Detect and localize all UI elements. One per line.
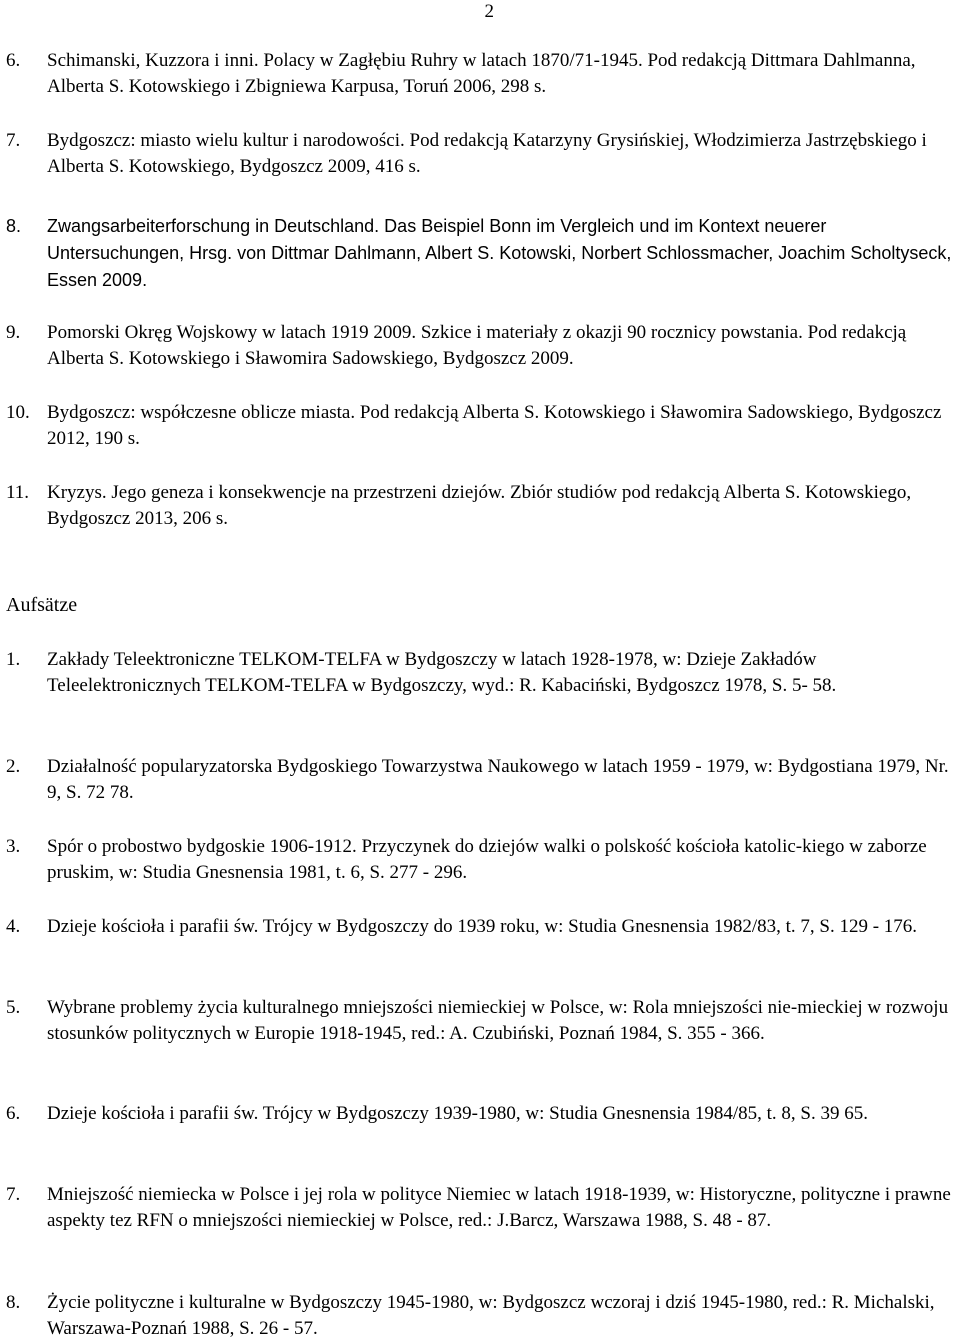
list-item: [6, 48, 956, 100]
list-item-number: 7.: [6, 130, 21, 151]
list-item-number: 3.: [6, 836, 21, 857]
list-item-text: Dzieje kościoła i parafii św. Trójcy w Bydgoszczy 1939-1980, w: Studia Gnesnensia 1984/85, t. 8, S. 39 65.: [47, 1103, 868, 1124]
list-item-text: Bydgoszcz: współczesne oblicze miasta. Pod redakcją Alberta S. Kotowskiego i Sławomira Sadowskiego, Bydgoszcz 2012, 190 s.: [47, 402, 942, 449]
list-item: [6, 128, 956, 180]
section-heading: Aufsätze: [6, 594, 78, 616]
list-item: [6, 834, 956, 886]
list-item-number: 6.: [6, 50, 21, 71]
page-number: 2: [484, 1, 494, 22]
list-item: [6, 480, 956, 532]
list-item-number: 4.: [6, 916, 21, 937]
list-item-number: 8.: [6, 1292, 21, 1313]
list-item: [6, 1182, 956, 1234]
list-item-number: 10.: [6, 402, 30, 423]
list-item-text: Kryzys. Jego geneza i konsekwencje na przestrzeni dziejów. Zbiór studiów pod redakcją Alberta S. Kotowskiego, Bydgoszcz 2013, 206 s.: [47, 482, 912, 529]
list-item: [6, 1290, 956, 1342]
list-item-number: 2.: [6, 756, 21, 777]
list-item-text: Zwangsarbeiterforschung in Deutschland. Das Beispiel Bonn im Vergleich und im Kontext neuerer Untersuchungen, Hrsg. von Dittmar Dahlmann, Albert S. Kotowski, Norbert Schlossmacher, Joachim Scholtyseck, Essen 2009.: [47, 216, 952, 290]
list-item-number: 6.: [6, 1103, 21, 1124]
list-item: [6, 914, 956, 940]
list-item-text: Dzieje kościoła i parafii św. Trójcy w Bydgoszczy do 1939 roku, w: Studia Gnesnensia 1982/83, t. 7, S. 129 - 176.: [47, 916, 918, 937]
list-item: [6, 995, 956, 1047]
list-item-number: 7.: [6, 1184, 21, 1205]
list-item-number: 9.: [6, 322, 21, 343]
list-item-text: Życie polityczne i kulturalne w Bydgoszczy 1945-1980, w: Bydgoszcz wczoraj i dziś 1945-1980, red.: R. Michalski, Warszawa-Poznań 1988, S. 26 - 57.: [47, 1292, 935, 1339]
list-item: [6, 400, 956, 452]
list-item-text: Wybrane problemy życia kulturalnego mniejszości niemieckiej w Polsce, w: Rola mniejszości nie-mieckiej w rozwoju stosunków politycznych w Europie 1918-1945, red.: A. Czubiński, Poznań 1984, S. 355 - 366.: [47, 997, 949, 1044]
list-item-text: Schimanski, Kuzzora i inni. Polacy w Zagłębiu Ruhry w latach 1870/71-1945. Pod redakcją Dittmara Dahlmanna, Alberta S. Kotowskiego i Zbigniewa Karpusa, Toruń 2006, 298 s.: [47, 50, 916, 97]
list-item: [6, 320, 956, 372]
list-item-text: Działalność popularyzatorska Bydgoskiego Towarzystwa Naukowego w latach 1959 - 1979, w: Bydgostiana 1979, Nr. 9, S. 72 78.: [47, 756, 949, 803]
list-item-number: 5.: [6, 997, 21, 1018]
list-item-number: 11.: [6, 482, 30, 503]
list-item-number: 8.: [6, 216, 22, 236]
list-item: [6, 213, 956, 294]
list-item-text: Zakłady Teleektroniczne TELKOM-TELFA w Bydgoszczy w latach 1928-1978, w: Dzieje Zakładów Teleelektronicznych TELKOM-TELFA w Bydgoszczy, wyd.: R. Kabaciński, Bydgoszcz 1978, S. 5- 58.: [47, 649, 837, 696]
list-item-text: Bydgoszcz: miasto wielu kultur i narodowości. Pod redakcją Katarzyny Grysińskiej, Włodzimierza Jastrzębskiego i Alberta S. Kotowskiego, Bydgoszcz 2009, 416 s.: [47, 130, 927, 177]
list-item: [6, 754, 956, 806]
list-item: [6, 647, 956, 699]
list-item: [6, 1101, 956, 1127]
list-item-text: Pomorski Okręg Wojskowy w latach 1919 2009. Szkice i materiały z okazji 90 rocznicy powstania. Pod redakcją Alberta S. Kotowskiego i Sławomira Sadowskiego, Bydgoszcz 2009.: [47, 322, 907, 369]
list-item-text: Spór o probostwo bydgoskie 1906-1912. Przyczynek do dziejów walki o polskość kościoła katolic-kiego w zaborze pruskim, w: Studia Gnesnensia 1981, t. 6, S. 277 - 296.: [47, 836, 927, 883]
list-item-number: 1.: [6, 649, 21, 670]
list-item-text: Mniejszość niemiecka w Polsce i jej rola w polityce Niemiec w latach 1918-1939, w: Historyczne, polityczne i prawne aspekty tez RFN o mniejszości niemieckiej w Polsce, red.: J.Barcz, Warszawa 1988, S. 48 - 87.: [47, 1184, 951, 1231]
